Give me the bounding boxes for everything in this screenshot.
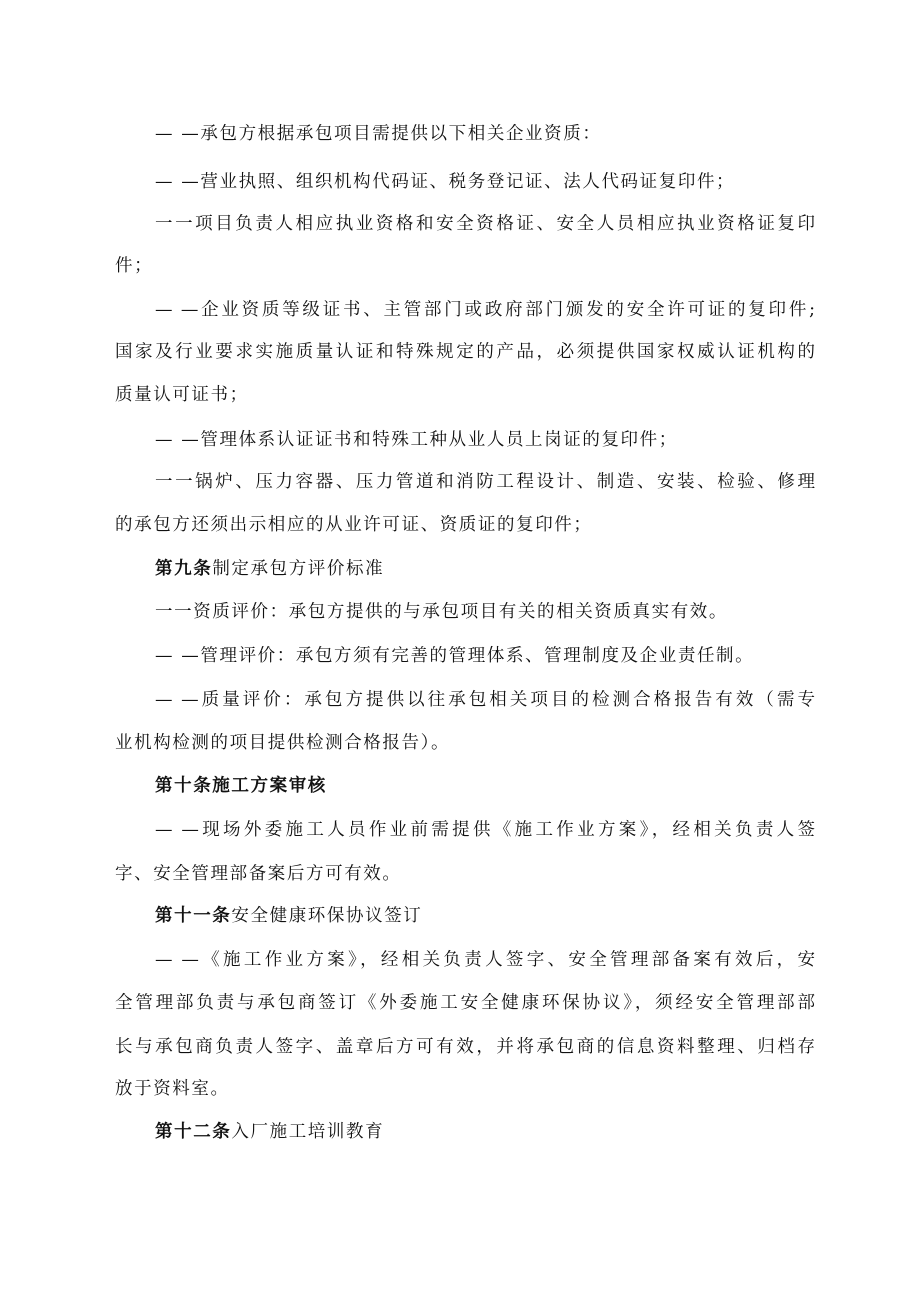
paragraph-construction-plan-line1: — —现场外委施工人员作业前需提供《施工作业方案》，经相关负责人签	[155, 820, 815, 840]
section-11-number: 第十一条	[155, 906, 232, 926]
paragraph-agreement-line3: 长与承包商负责人签字、盖章后方可有效，并将承包商的信息资料整理、归档存	[115, 1037, 815, 1057]
section-10-heading: 第十条施工方案审核	[155, 776, 327, 796]
paragraph-enterprise-cert-line2: 国家及行业要求实施质量认证和特殊规定的产品，必须提供国家权威认证机构的	[115, 342, 815, 362]
section-12-heading	[155, 1120, 815, 1144]
paragraph-enterprise-cert-line3: 质量认可证书；	[115, 385, 249, 405]
section-11-heading	[155, 904, 815, 928]
section-9-number: 第九条	[155, 559, 213, 579]
paragraph-quality-evaluation-line2: 业机构检测的项目提供检测合格报告）。	[115, 733, 451, 753]
paragraph-quality-evaluation-line1: — —质量评价：承包方提供以往承包相关项目的检测合格报告有效（需专	[155, 690, 815, 710]
paragraph-project-leader-line1: 一一项目负责人相应执业资格和安全资格证、安全人员相应执业资格证复印	[155, 214, 815, 234]
paragraph-agreement-line4: 放于资料室。	[115, 1079, 230, 1099]
paragraph-agreement-line1: — —《施工作业方案》，经相关负责人签字、安全管理部备案有效后，安	[155, 950, 815, 970]
paragraph-agreement-line2: 全管理部负责与承包商签订《外委施工安全健康环保协议》，须经安全管理部部	[115, 993, 815, 1013]
paragraph-boiler-line2: 的承包方还须出示相应的从业许可证、资质证的复印件；	[115, 515, 593, 535]
section-9-heading	[155, 557, 815, 581]
section-12-number: 第十二条	[155, 1122, 232, 1142]
paragraph-management-system: — —管理体系认证证书和特殊工种从业人员上岗证的复印件；	[155, 430, 678, 450]
section-9-title: 制定承包方评价标准	[212, 559, 385, 579]
paragraph-qualifications-intro: — —承包方根据承包项目需提供以下相关企业资质：	[155, 124, 602, 144]
paragraph-construction-plan-line2: 字、安全管理部备案后方可有效。	[115, 864, 402, 884]
paragraph-qualification-evaluation: 一一资质评价：承包方提供的与承包项目有关的相关资质真实有效。	[155, 602, 728, 622]
paragraph-enterprise-cert-line1: — —企业资质等级证书、主管部门或政府部门颁发的安全许可证的复印件;	[155, 300, 815, 320]
paragraph-management-evaluation: — —管理评价：承包方须有完善的管理体系、管理制度及企业责任制。	[155, 646, 755, 666]
paragraph-project-leader-line2: 件；	[115, 256, 154, 276]
section-11-title: 安全健康环保协议签订	[231, 906, 423, 926]
paragraph-boiler-line1: 一一锅炉、压力容器、压力管道和消防工程设计、制造、安装、检验、修理	[155, 472, 815, 492]
paragraph-business-license: — —营业执照、组织机构代码证、税务登记证、法人代码证复印件；	[155, 172, 736, 192]
section-12-title: 入厂施工培训教育	[231, 1122, 385, 1142]
